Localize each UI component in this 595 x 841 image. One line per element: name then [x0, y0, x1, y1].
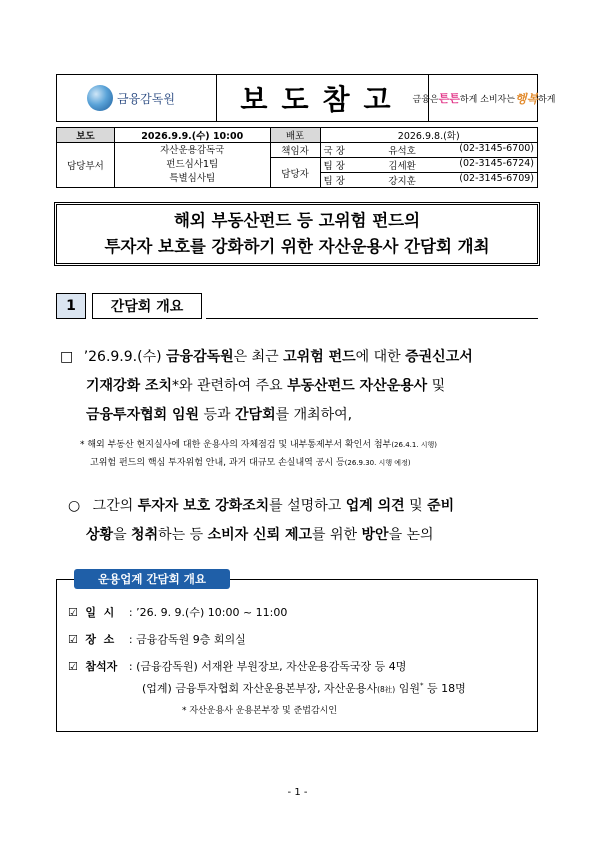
paragraph-line	[86, 521, 434, 550]
doc-type-title: 보도참고	[217, 75, 429, 121]
attendees-text: 임원	[395, 682, 420, 695]
contact-row	[320, 158, 538, 173]
footnote-line	[80, 436, 437, 454]
release-info-table	[56, 127, 538, 188]
contact-row	[320, 173, 538, 188]
contact-name: 유석호	[388, 146, 416, 157]
meeting-date-label: 일 시	[85, 606, 115, 619]
meeting-attendees-label: 참석자	[85, 660, 118, 673]
text: 등과	[199, 407, 236, 423]
title-line2: 투자자 보호를 강화하기 위한 자산운용사 간담회 개최	[104, 237, 490, 256]
text: *와 관련하여 주요	[172, 378, 288, 394]
bullet-square-icon: □	[60, 349, 74, 365]
text: 하는 등	[158, 527, 208, 543]
text-bold: 증권신고서	[405, 349, 473, 365]
department: 자산운용감독국	[160, 145, 225, 156]
release-label: 보도	[57, 128, 115, 143]
department: 펀드심사1팀	[166, 159, 219, 170]
meeting-box-label: 운용업계 간담회 개요	[74, 569, 230, 589]
section-divider	[206, 318, 538, 319]
fss-logo-icon	[87, 85, 113, 111]
event-date: ’26.9.9.(수)	[83, 349, 162, 365]
text-bold: 방안	[361, 527, 389, 543]
attendees-line1: : (금융감독원) 서재완 부원장보, 자산운용감독국장 등 4명	[128, 660, 407, 673]
contact-phone: (02-3145-6700)	[459, 143, 534, 154]
text-bold: 투자자 보호 강화조치	[137, 498, 270, 514]
org-name: 금융감독원	[117, 92, 175, 106]
bullet-circle-icon: ○	[68, 498, 81, 514]
checkbox-icon: ☑	[68, 660, 78, 673]
press-header	[56, 74, 556, 122]
text-bold: 업계 의견	[345, 498, 405, 514]
slogan-highlight2: 행복	[514, 91, 539, 106]
text: 은 최근	[233, 349, 284, 365]
text-bold: 고위험 펀드	[283, 349, 356, 365]
contact-name: 강지훈	[388, 176, 416, 187]
footnote-date: (26.4.1. 시행)	[391, 441, 438, 449]
contact-rank: 팀 장	[323, 176, 345, 187]
press-title-box	[56, 204, 538, 264]
page-number: - 1 -	[287, 787, 308, 798]
footnote-line	[90, 454, 411, 472]
meeting-date-value: : ’26. 9. 9.(수) 10:00 ~ 11:00	[128, 606, 288, 619]
contact-row	[320, 143, 538, 158]
text: 및	[427, 378, 446, 394]
meeting-place-row	[68, 631, 246, 647]
meeting-place-value: : 금융감독원 9층 회의실	[128, 633, 246, 646]
dept-label: 담당부서	[57, 143, 115, 188]
attendees-text: 등 18명	[423, 682, 466, 695]
contact-phone: (02-3145-6724)	[459, 158, 534, 169]
text: 를 개최하여,	[275, 407, 353, 423]
text-bold: 금융감독원	[166, 349, 234, 365]
title-line1: 해외 부동산펀드 등 고위험 펀드의	[173, 211, 421, 230]
slogan-part1: 금융은	[412, 94, 439, 105]
footnote-text: 고위험 펀드의 핵심 투자위험 안내, 과거 대규모 손실내역 공시 등	[90, 458, 345, 468]
text: 을	[113, 527, 132, 543]
footnote-date: (26.9.30. 시행 예정)	[344, 459, 411, 467]
contact-label: 담당자	[270, 158, 320, 188]
text: 에 대한	[355, 349, 406, 365]
slogan-highlight1: 튼튼	[438, 92, 460, 105]
department: 특별심사팀	[169, 173, 216, 184]
attendees-count-small: (8社)	[377, 685, 396, 694]
paragraph-line	[68, 492, 454, 521]
text-bold: 준비	[427, 498, 455, 514]
contact-phone: (02-3145-6709)	[459, 173, 534, 184]
org-logo-cell	[57, 75, 217, 121]
departments	[114, 143, 270, 188]
text: 그간의	[92, 498, 138, 514]
section-number: 1	[56, 293, 86, 319]
meeting-date-row	[68, 604, 287, 620]
contact-rank: 팀 장	[323, 161, 345, 172]
slogan	[412, 75, 556, 121]
text-bold: 기재강화 조치	[86, 378, 173, 394]
text-bold: 부동산펀드 자산운용사	[287, 378, 428, 394]
paragraph-line	[60, 343, 473, 372]
text-bold: 소비자 신뢰 제고	[207, 527, 313, 543]
checkbox-icon: ☑	[68, 633, 78, 646]
checkbox-icon: ☑	[68, 606, 78, 619]
responsible-label: 책임자	[270, 143, 320, 158]
release-date: 2026.9.9.(수) 10:00	[114, 128, 270, 143]
text-bold: 간담회	[235, 407, 276, 423]
text: 을 논의	[388, 527, 434, 543]
paragraph-line	[86, 372, 445, 401]
meeting-place-label: 장 소	[85, 633, 115, 646]
slogan-part3: 하게	[538, 94, 556, 105]
attendees-text: (업계) 금융투자협회 자산운용본부장, 자산운용사	[142, 682, 378, 695]
contact-name: 김세환	[388, 161, 416, 172]
text-bold: 상황	[86, 527, 114, 543]
text: 및	[404, 498, 428, 514]
distribution-label: 배포	[270, 128, 320, 143]
section-title: 간담회 개요	[92, 293, 202, 319]
slogan-part2: 하게 소비자는	[459, 94, 515, 105]
attendees-line2: (업계) 금융투자협회 자산운용본부장, 자산운용사(8社) 임원* 등 18명	[142, 681, 466, 695]
contact-rank: 국 장	[323, 146, 345, 157]
text: 를 위한	[312, 527, 362, 543]
paragraph-line	[86, 401, 352, 430]
footnote-text: * 해외 부동산 현지실사에 대한 운용사의 자체점검 및 내부통제부서 확인서 첨부	[80, 440, 392, 450]
text-bold: 금융투자협회 임원	[86, 407, 200, 423]
meeting-attendees-row	[68, 658, 406, 674]
distribution-date: 2026.9.8.(화)	[320, 128, 538, 143]
text: 를 설명하고	[269, 498, 346, 514]
meeting-footnote: * 자산운용사 운용본부장 및 준법감시인	[182, 706, 338, 716]
text-bold: 청취	[131, 527, 159, 543]
